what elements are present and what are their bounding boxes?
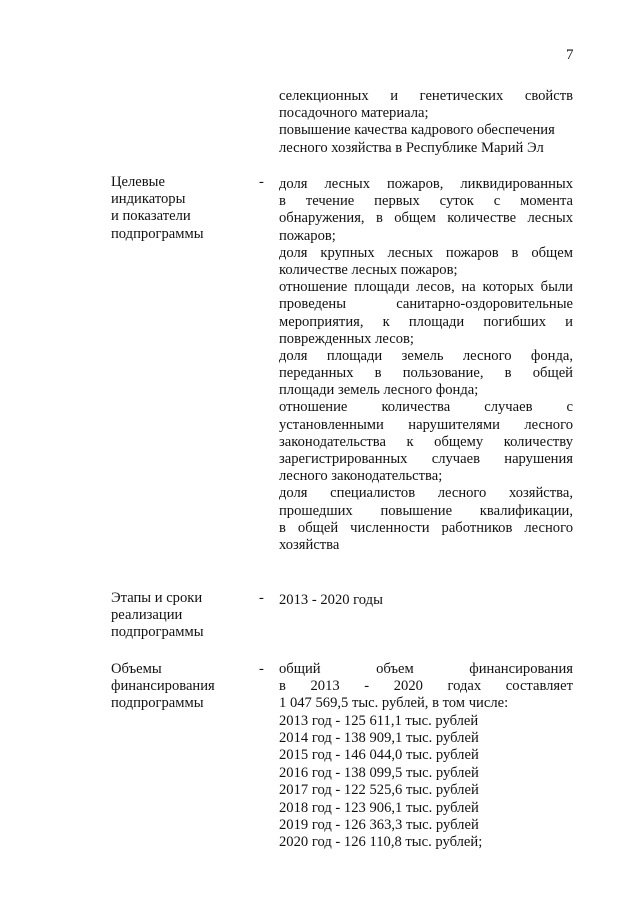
text-line: повышение качества кадрового обеспечения [279,122,555,139]
section-text-funding [279,661,573,852]
funding-year: 2020 год - [279,834,341,851]
funding-year-row [279,817,573,834]
section-dash-stages: - [259,590,264,606]
text-line: количестве лесных пожаров; [279,261,458,278]
section-dash-funding: - [259,661,264,677]
text-line: доля специалистов лесного хозяйства, [279,485,573,502]
funding-amount: 123 906,1 тыс. рублей [340,799,479,816]
funding-amount: 126 363,3 тыс. рублей [340,816,479,833]
text-line: в 2013 - 2020 годах составляет [279,678,573,695]
text-line: площади земель лесного фонда; [279,382,479,399]
funding-amount: 122 525,6 тыс. рублей [340,782,479,799]
page-number: 7 [566,47,574,63]
funding-amount: 126 110,8 тыс. рублей; [340,834,483,851]
funding-year: 2013 год - [279,712,341,729]
continuation-text [279,88,573,157]
funding-year-row [279,765,573,782]
section-label-indicators [111,174,241,243]
label-line: реализации [111,607,183,624]
label-line: подпрограммы [111,225,204,242]
funding-year: 2017 год - [279,782,341,799]
funding-amount: 146 044,0 тыс. рублей [340,747,479,764]
label-line: Этапы и сроки [111,590,203,606]
text-line: мероприятия, к площади погибших и [279,313,573,330]
text-line: лесного законодательства; [279,468,443,485]
text-line: проведены санитарно-оздоровительные [279,296,573,313]
funding-year-row [279,730,573,747]
text-line: в общей численности работников лесного [279,519,573,536]
text-line: зарегистрированных случаев нарушения [279,451,573,467]
funding-year-row [279,713,573,730]
text-line: хозяйства [279,536,340,553]
text-line: 1 047 569,5 тыс. рублей, в том числе: [279,695,509,712]
funding-year: 2019 год - [279,816,341,833]
text-line: лесного хозяйства в Республике Марий Эл [279,139,544,156]
funding-amount: 138 099,5 тыс. рублей [340,764,479,781]
label-line: Целевые [111,174,165,190]
label-line: подпрограммы [111,695,204,712]
text-line: в течение первых суток с момента [279,193,573,210]
section-dash-indicators: - [259,174,264,190]
text-line: доля крупных лесных пожаров в общем [279,244,573,261]
section-text-indicators [279,176,573,554]
label-line: подпрограммы [111,624,204,641]
text-line: доля лесных пожаров, ликвидированных [279,176,573,192]
text-line: доля площади земель лесного фонда, [279,347,573,364]
text-line: отношение площади лесов, на которых были [279,279,573,296]
text-line: селекционных и генетических свойств [279,88,573,104]
funding-year-row [279,834,573,851]
text-line: установленными нарушителями лесного [279,416,573,433]
text-line: посадочного материала; [279,105,429,122]
text-line: поврежденных лесов; [279,330,414,347]
funding-year: 2015 год - [279,747,341,764]
label-line: Объемы [111,661,162,677]
section-text-stages [279,592,573,609]
section-label-funding [111,661,241,713]
text-line: переданных в пользование, в общей [279,365,573,382]
section-label-stages [111,590,241,642]
label-line: и показатели [111,208,191,225]
label-line: индикаторы [111,191,186,208]
funding-year-row [279,782,573,799]
funding-year: 2016 год - [279,764,341,781]
label-line: финансирования [111,678,215,695]
text-line: пожаров; [279,227,336,244]
funding-year-row [279,747,573,764]
text-line: 2013 - 2020 годы [279,592,383,608]
text-line: отношение количества случаев с [279,399,573,416]
funding-amount: 138 909,1 тыс. рублей [340,729,479,746]
text-line: законодательства к общему количеству [279,433,573,450]
funding-year: 2018 год - [279,799,341,816]
funding-year: 2014 год - [279,729,341,746]
funding-year-row [279,800,573,817]
text-line: прошедших повышение квалификации, [279,502,573,519]
funding-amount: 125 611,1 тыс. рублей [340,712,479,729]
text-line: общий объем финансирования [279,661,573,677]
text-line: обнаружения, в общем количестве лесных [279,210,573,227]
